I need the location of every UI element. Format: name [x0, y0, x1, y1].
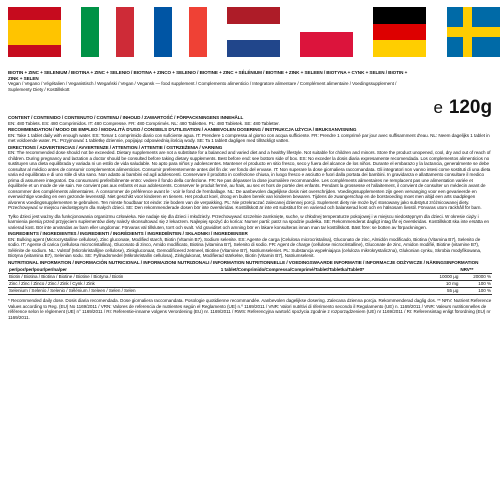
table-header-dose: 1 tablet/Comprimido/Compressa/Comprimé/Tablet/Tabletka/Tablett* [220, 267, 460, 274]
nutrient-nrv: 100 % [459, 288, 492, 295]
france-stripe-1 [172, 7, 190, 57]
nutrient-name: Selenium / Selenio / Selenio / Sélénium / Seleen / Selen / Selen [8, 288, 220, 295]
directions-text: EN: The recommended dose should not be exceeded. Dietary supplements are not a substitute for a balanced and varied diet and a healthy lifestyle. Not suitable for children and minors. Store the product unopened, cool, dry and out of reach of children. During pregnancy and lactation a doctor should be consulted before taking dietary supplements. Best before end: see bottom side of box. ES: No exceder la dosis diaria expresamente recomendada. Los complementos alimenticios no sustituyen una dieta equilibrada y variada ni un estilo de vida saludable. No apto para niños y adolescentes. Mantener el producto en sitio fresco, seco y fuera del alcance de los niños. Durante el embarazo y la lactancia, generalmente se debe consultar al médico antes de consumir complementos alimenticios. Consumir preferentemente antes del fin de: ver fondo del envase. IT: Non superare la dose giornaliera raccomandata. Gli integratori non vanno intesi come sostituti di una dieta varia ed equilibrata e di uno stile di vita sano. Non adatto ai bambini ed agli adolescenti. Conservare il prodotto in confezione chiusa, in luogo fresco e asciutto e fuori dalla portata dei bambini. In gravidanza e allattamento consultare il medico prima di assumere integratori. Da consumarsi preferibilmente entro: vedere il fondo della confezione. FR: Ne pas dépasser la dose journalière recommandée. Les compléments alimentaires ne remplacent pas une alimentation variée et équilibrée et un mode de vie sain. Ne convient pas aux enfants et aux adolescents. Conserver le produit fermé, au frais, au sec et hors de portée des enfants. Pendant la grossesse et l'allaitement, il convient de consulter un médecin avant de consommer des compléments alimentaires. À consommer de préférence avant le : voir le fond de l'emballage. NL: De aanbevolen dagelijkse dosis niet overschrijden. Voedingssupplementen zijn geen vervanging voor een gevarieerde en evenwichtige voeding en een gezonde levensstijl. Niet geschikt voor kinderen en tieners. Het product koel, droog en buiten bereik van kinderen bewaren. Tijdens de zwangerschap en de borstvoeding moet men altijd een arts raadplegen alvorens voedingssupplementen te gebruiken. Ten minste houdbaar tot einde: zie bodem van de verpakking. PL: Nie przekraczać zalecanej dziennej porcji. Suplement diety nie może być stosowany jako substytut zróżnicowanej diety. Przechowywać w miejscu niedostępnym dla małych dzieci. SE: Den rekommenderade dosen bör inte överskridas. Kosttillskott är inte ett substitut för en varierad och balanserad kost och en hälsosam livsstil. Förvaras utom räckhåll för barn. [8, 150, 491, 210]
product-names: BIOTIN + ZINC + SELENIUM / BIOTINA + ZINC + SELENIO / BIOTINA + ZINCO + SELENIO / BIOTINE + ZINC + SÉLÉNIUM / BIOTINE + ZINK + SELEEN / BIOTYNA + CYNK + SELEN / BIOTIN + ZINK + SELEN [8, 70, 408, 81]
spain-stripe-1 [8, 20, 61, 45]
product-label [8, 70, 492, 500]
content-heading: CONTENT / CONTENIDO / CONTENUTO / CONTENU / INHOUD / ZAWARTOŚĆ / FÖRPACKNINGENS INNEHÅLL [8, 115, 244, 120]
footnote-text: * Recommended daily dose. Dosis diaria recomendada. Dose giornaliera raccomandata. Posologie quotidienne recommandée. Aanbevolen dagelijkse dosering. Zalecana dzienna porcja. Rekommenderad daglig dos. ** NRV: Nutrient Reference Values according to Reg. (EU) No 1169/2011 / VRN: Valores de referencia de nutrientes según el Reglamento (UE) n.º 1169/2011 / VNR: Valori nutritivi di riferimento secondo il Regolamento (UE) n. 1169/2011 / VNR: Valeurs nutritionnelles de référence selon le règlement (UE) n° 1169/2011 / RI: Referentie-inname volgens Verordening (EU) nr. 1169/2011 / RWS: Referencyjna wartość spożycia zgodnie z rozporządzeniem (UE) nr 1169/2011 / RI: Referensintag enligt förordning (EU) nr 1169/2011. [8, 298, 492, 320]
flag-strip [8, 0, 492, 64]
germany-stripe-0 [373, 7, 426, 24]
nutrient-amount: 10000 μg [220, 274, 460, 281]
netherlands-stripe-1 [227, 24, 280, 41]
flag-germany [373, 7, 426, 57]
sweden-cross-horizontal [447, 27, 500, 37]
germany-stripe-2 [373, 40, 426, 57]
nutrient-amount: 10 mg [220, 281, 460, 288]
content-text: EN: 480 Tablets. ES: 480 Comprimidos. IT: 480 Compresse. FR: 480 Comprimés. NL: 480 Tabletten. PL: 480 Tabletek. SE: 480 Tabletter. [8, 120, 280, 126]
france-stripe-0 [154, 7, 172, 57]
poland-stripe-0 [300, 7, 353, 32]
table-row [8, 281, 492, 288]
ingredients-heading: INGREDIENTS / INGREDIENTES / INGREDIENTI / INGRÉDIENTS / INGREDIËNTEN / SKŁADNIKI / INGREDIENSER [8, 231, 248, 236]
germany-stripe-1 [373, 24, 426, 41]
italy-stripe-0 [81, 7, 99, 57]
ingredients-text: EN: Bulking agent (Microcrystalline cellulose), Zinc gluconate, Modified starch, Biotin (Vitamin B7), Sodium selenite. ES: Agente de carga (Celulosa microcristalina), Gluconato de zinc, Almidón modificado, Biotina (Vitamina B7), Selenito de sodio. IT: Agente di carica (cellulosa microcristallina), Gluconato di zinco, Amido modificato, Biotina (vitamina B7), Selenito di sodio. FR: Agent de charge (cellulose microcristalline), Gluconate de zinc, Amidon modifié, Biotine (vitamine B7), Sélénite de sodium. NL: Vulstof (Microkristallijne cellulose), Zinkgluconaat, Gemodificeerd zetmeel, Biotine (Vitamine B7), Natriumseleniet. PL: Substancja wypełniająca (celuloza mikrokrystaliczna), Glukonian cynku, Skrobia modyfikowana, Biotyna (witamina B7), Selenian sodu. SE: Fyllnadsmedel (Mikrokristallin cellulosa), Zinkglukonat, Modifierad stärkelse, Biotin (Vitamin B7), Natriumselenit. [8, 236, 482, 258]
nutrition-table [8, 267, 492, 295]
flag-netherlands [227, 7, 280, 57]
recommendation-text: EN: Take 1 tablet daily with enough water. ES: Tomar 1 comprimido diario con suficiente agua. IT: Prendere 1 compressa al giorno con acqua sufficiente. FR: Prendre 1 comprimé par jour avec suffisamment d'eau. NL: Neem dagelijks 1 tablet in met voldoende water. PL: Przyjmować 1 tabletkę dziennie, popijając odpowiednią ilością wody. SE: Ta 1 tablett dagligen med tillräckligt vatten. [8, 132, 490, 143]
weight-value: 120g [448, 97, 492, 118]
net-weight [433, 98, 492, 118]
allergen-text: Tylko dzieci jest ważny dla funkcjonowania organizmu człowieka. Nie nadaje się dla dzieci i młodzieży. Przechowywać szczelnie zamknięte, suche, w chłodnej temperaturze pokojowej i w miejscu niedostępnym dla dzieci. W okresie ciąży i karmienia piersią przed przyjęciem suplementów diety należy skonsultować się z lekarzem. Najlepiej spożyć do końca: Numer partii: patrz na spodzie pudełka. SE: Rekommenderat dagligt intag får ej överskridas. Kosttillskott ska inte ersätta en varierad kost. Bör inte användas av barn eller ungdomar. Förvaras väl tillsluten, torrt och svalt. Vid graviditet och amning bör en läkare konsulteras innan man tar kosttillskott. Bäst före: se botten av förpackningen. [8, 213, 489, 230]
food-supplement-line: Vegan / Vegano / Végétalien / Veganistisch / Wegański / Vegan / Vegansk — food supplement / Complemento alimenticio / Integratore alimentare / Complément alimentaire / Voedingssupplement / Suplementy Diety / Kosttillskott [8, 81, 397, 92]
table-header-per: per/por/per/pour/per/na/per [8, 267, 220, 274]
spain-stripe-2 [8, 45, 61, 58]
directions-heading: DIRECTIONS / ADVERTENCIAS / AVVERTENZE / ATTENTION / ATTENTIE / OSTRZEŻENIA / VARNING [8, 144, 223, 150]
spain-stripe-0 [8, 7, 61, 20]
nutrient-nrv: 100 % [459, 281, 492, 288]
netherlands-stripe-0 [227, 7, 280, 24]
france-stripe-2 [189, 7, 207, 57]
flag-spain [8, 7, 61, 57]
netherlands-stripe-2 [227, 40, 280, 57]
italy-stripe-2 [116, 7, 134, 57]
flag-poland [300, 7, 353, 57]
flag-france [154, 7, 207, 57]
flag-sweden [447, 7, 500, 57]
table-row [8, 288, 492, 295]
italy-stripe-1 [99, 7, 117, 57]
nutrient-nrv: 20000 % [459, 274, 492, 281]
nutrient-name: Zinc / Zinc / Zinco / Zinc / Zink / Cynk / Zink [8, 281, 220, 288]
estimated-sign: e [433, 98, 443, 117]
flag-italy [81, 7, 134, 57]
table-row [8, 274, 492, 281]
table-header-nrv: NRV** [459, 267, 492, 274]
nutrition-heading: NUTRITIONAL INFORMATION / INFORMACIÓN NUTRICIONAL / INFORMAZIONI NUTRIZIONALI / INFORMATION NUTRITIONNELLE / VOEDINGSWAARDE INFORMATIE / INFORMACJE ODŻYWCZE / NÄRINGSINFORMATION [8, 259, 479, 265]
poland-stripe-1 [300, 32, 353, 57]
nutrient-amount: 55 μg [220, 288, 460, 295]
nutrient-name: Biotin / Biotina / Biotina / Biotine / Biotine / Biotyna / Biotin [8, 274, 220, 281]
recommendation-heading: RECOMMENDATION / MODO DE EMPLEO / MODALITÀ D'USO / CONSEILS D'UTILISATION / AANBEVOLEN DOSERING / INSTRUKCJA UŻYCIA / BRUKSANVISNING [8, 127, 357, 132]
